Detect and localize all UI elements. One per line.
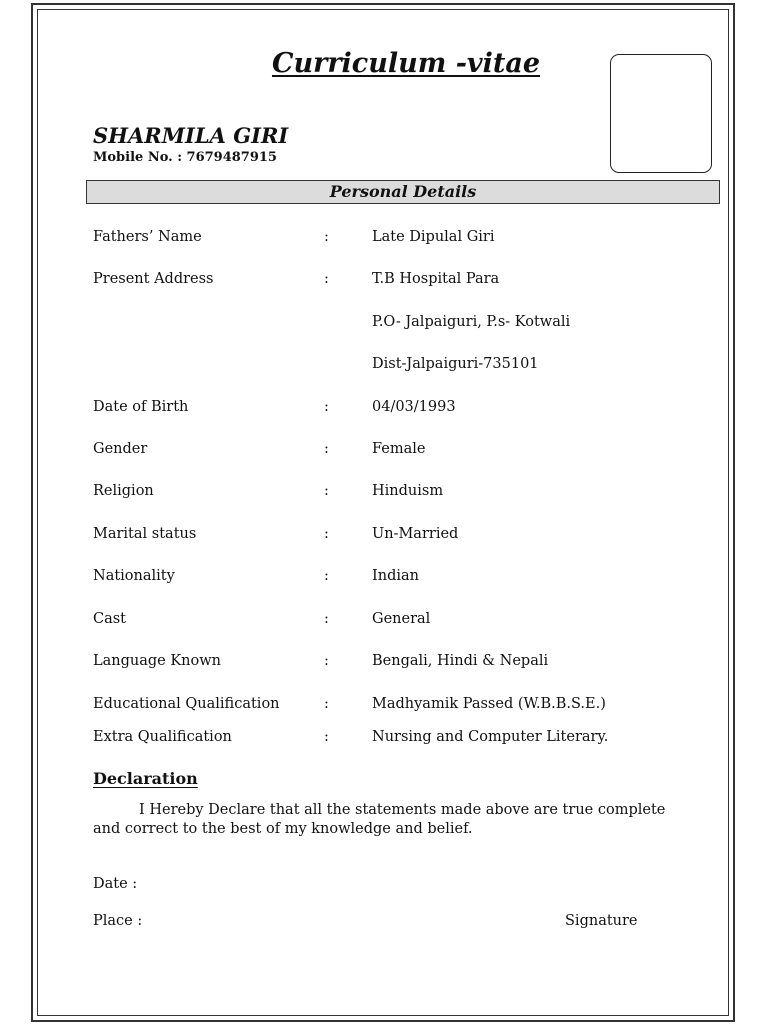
field-value: Dist-Jalpaiguri-735101 (372, 356, 539, 372)
field-separator: : (324, 441, 329, 457)
field-label: Nationality (93, 568, 175, 584)
declaration-text: I Hereby Declare that all the statements made above are true complete and correct to the best of my knowledge and belief. (93, 802, 666, 837)
photo-placeholder (610, 54, 712, 173)
field-value: T.B Hospital Para (372, 271, 500, 287)
field-separator: : (324, 271, 329, 287)
date-label: Date : (93, 876, 138, 892)
field-separator: : (324, 526, 329, 542)
mobile-number: Mobile No. : 7679487915 (93, 150, 277, 165)
field-label: Educational Qualification (93, 696, 280, 712)
field-separator: : (324, 229, 329, 245)
field-label: Fathers’ Name (93, 229, 202, 245)
declaration-heading: Declaration (93, 769, 198, 788)
field-separator: : (324, 696, 329, 712)
field-value: Nursing and Computer Literary. (372, 729, 609, 745)
field-label: Language Known (93, 653, 222, 669)
field-label: Marital status (93, 526, 197, 542)
field-value: Un-Married (372, 526, 459, 542)
field-value: General (372, 611, 431, 627)
document-title: Curriculum -vitae (271, 48, 541, 79)
field-separator: : (324, 611, 329, 627)
field-separator: : (324, 729, 329, 745)
field-separator: : (324, 568, 329, 584)
field-label: Present Address (93, 271, 214, 287)
field-value: Bengali, Hindi & Nepali (372, 653, 549, 669)
field-value: P.O- Jalpaiguri, P.s- Kotwali (372, 314, 571, 330)
field-value: Late Dipulal Giri (372, 229, 495, 245)
field-value: Indian (372, 568, 419, 584)
field-label: Gender (93, 441, 148, 457)
field-label: Date of Birth (93, 399, 189, 415)
section-header-personal-details: Personal Details (86, 180, 720, 204)
field-label: Extra Qualification (93, 729, 232, 745)
field-value: Hinduism (372, 483, 444, 499)
signature-label: Signature (565, 913, 638, 929)
field-value: Female (372, 441, 426, 457)
field-label: Religion (93, 483, 154, 499)
field-separator: : (324, 399, 329, 415)
place-label: Place : (93, 913, 143, 929)
candidate-name: SHARMILA GIRI (93, 123, 289, 148)
field-value: 04/03/1993 (372, 399, 456, 415)
field-separator: : (324, 483, 329, 499)
field-separator: : (324, 653, 329, 669)
field-label: Cast (93, 611, 127, 627)
field-value: Madhyamik Passed (W.B.B.S.E.) (372, 696, 606, 712)
